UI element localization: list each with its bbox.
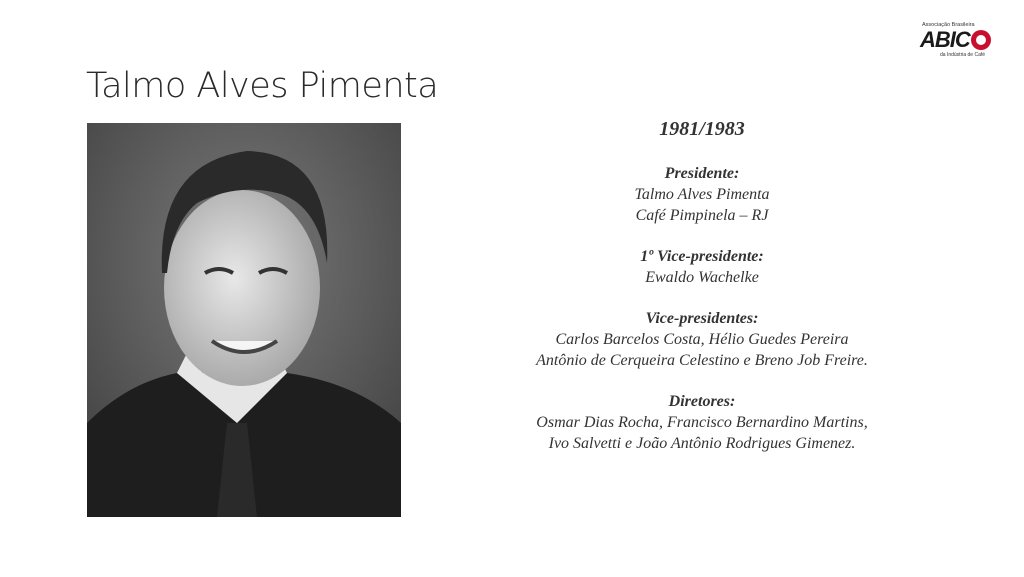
logo-bottom-text: da Indústria de Café [940,52,986,58]
face [164,190,320,386]
abic-logo [916,22,996,58]
vices-section [500,308,904,371]
president-section [500,163,904,226]
vices-label: Vice-presidentes: [645,310,759,327]
president-label: Presidente: [664,165,740,182]
president-name: Talmo Alves Pimenta [634,186,770,203]
first-vice-label: 1º Vice-presidente: [640,248,764,265]
portrait-photo [87,123,401,517]
directors-label: Diretores: [668,393,736,410]
directors-section [500,391,904,454]
president-company: Café Pimpinela – RJ [635,207,769,224]
coffee-cup-icon [971,30,991,50]
vices-line-2: Antônio de Cerqueira Celestino e Breno Job Freire. [536,352,868,369]
vices-line-1: Carlos Barcelos Costa, Hélio Guedes Pereira [555,331,849,348]
first-vice-section [500,246,904,288]
first-vice-name: Ewaldo Wachelke [645,269,759,286]
directors-line-1: Osmar Dias Rocha, Francisco Bernardino Martins, [536,414,868,431]
board-info [500,118,904,474]
logo-wordmark: ABIC [920,27,970,52]
logo-top-text: Associação Brasileira [922,22,975,28]
page-title: Talmo Alves Pimenta [86,66,439,106]
directors-line-2: Ivo Salvetti e João Antônio Rodrigues Gimenez. [548,435,856,452]
term-years: 1981/1983 [659,118,745,140]
